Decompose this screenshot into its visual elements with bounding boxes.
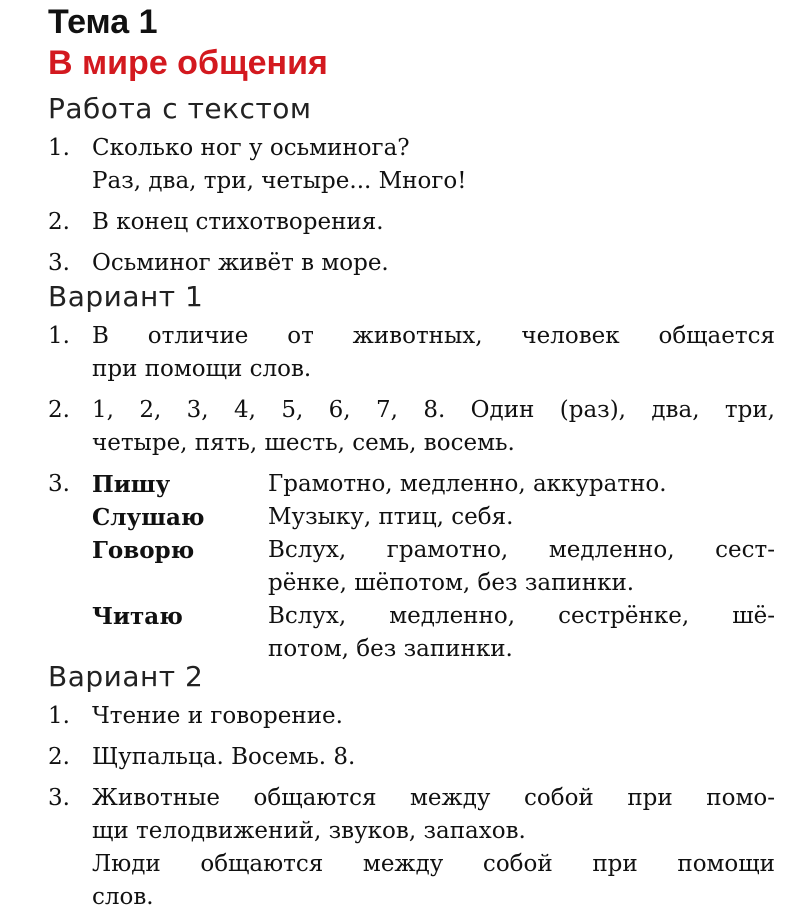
text-line: 1, 2, 3, 4, 5, 6, 7, 8. Один (раз), два, три, (92, 397, 775, 423)
text-line: щи телодвижений, звуков, запахов. (92, 818, 526, 844)
skills-row (92, 534, 775, 600)
skills-row (92, 468, 775, 501)
item-number: 3. (48, 250, 70, 276)
skills-table (92, 468, 775, 666)
text-line: Щупальца. Восемь. 8. (92, 744, 356, 770)
item-number: 3. (48, 471, 70, 497)
skill-term: Читаю (92, 603, 183, 630)
item-text (92, 206, 775, 239)
list-item (0, 320, 800, 386)
item-text (92, 782, 775, 914)
skill-definition (268, 600, 775, 666)
text-line: рёнке, шёпотом, без запинки. (268, 570, 635, 596)
text-line: Раз, два, три, четыре... Много! (92, 168, 467, 194)
skill-term: Пишу (92, 471, 171, 498)
text-line: Животные общаются между собой при помо- (92, 785, 775, 811)
list-item (0, 394, 800, 460)
text-line: В конец стихотворения. (92, 209, 384, 235)
list-item (0, 247, 800, 280)
item-text (92, 320, 775, 386)
item-number: 2. (48, 744, 70, 770)
text-line: потом, без запинки. (268, 636, 513, 662)
section-heading-work-with-text: Работа с текстом (48, 92, 312, 125)
topic-title: В мире общения (48, 44, 328, 82)
skill-definition (268, 534, 775, 600)
item-number: 3. (48, 785, 70, 811)
answer-list-variant-1 (0, 320, 800, 674)
answer-list-variant-2 (0, 700, 800, 922)
skill-term: Говорю (92, 537, 195, 564)
text-line: Осьминог живёт в море. (92, 250, 389, 276)
skill-term: Слушаю (92, 504, 205, 531)
text-line: Грамотно, медленно, аккуратно. (268, 471, 667, 497)
list-item (0, 206, 800, 239)
list-item (0, 741, 800, 774)
skills-row (92, 501, 775, 534)
topic-label: Тема 1 (48, 3, 158, 41)
item-number: 2. (48, 397, 70, 423)
list-item (0, 700, 800, 733)
skill-definition (268, 501, 775, 534)
answer-list-work-with-text (0, 132, 800, 288)
item-text (92, 741, 775, 774)
section-heading-variant-1: Вариант 1 (48, 280, 204, 313)
item-text (92, 132, 775, 198)
text-line: Сколько ног у осьминога? (92, 135, 410, 161)
section-heading-variant-2: Вариант 2 (48, 660, 204, 693)
item-text (92, 247, 775, 280)
item-text (92, 394, 775, 460)
text-line: Вслух, грамотно, медленно, сест- (268, 537, 775, 563)
text-line: слов. (92, 884, 154, 910)
text-line: Музыку, птиц, себя. (268, 504, 514, 530)
item-text (92, 700, 775, 733)
item-number: 1. (48, 323, 70, 349)
text-line: четыре, пять, шесть, семь, восемь. (92, 430, 515, 456)
text-line: Люди общаются между собой при помощи (92, 851, 775, 877)
item-number: 1. (48, 703, 70, 729)
skill-definition (268, 468, 775, 501)
list-item (0, 132, 800, 198)
text-line: В отличие от животных, человек общается (92, 323, 775, 349)
text-line: Чтение и говорение. (92, 703, 343, 729)
list-item-skills-table (0, 468, 800, 666)
text-line: при помощи слов. (92, 356, 312, 382)
item-number: 2. (48, 209, 70, 235)
list-item (0, 782, 800, 914)
text-line: Вслух, медленно, сестрёнке, шё- (268, 603, 775, 629)
skills-row (92, 600, 775, 666)
item-number: 1. (48, 135, 70, 161)
